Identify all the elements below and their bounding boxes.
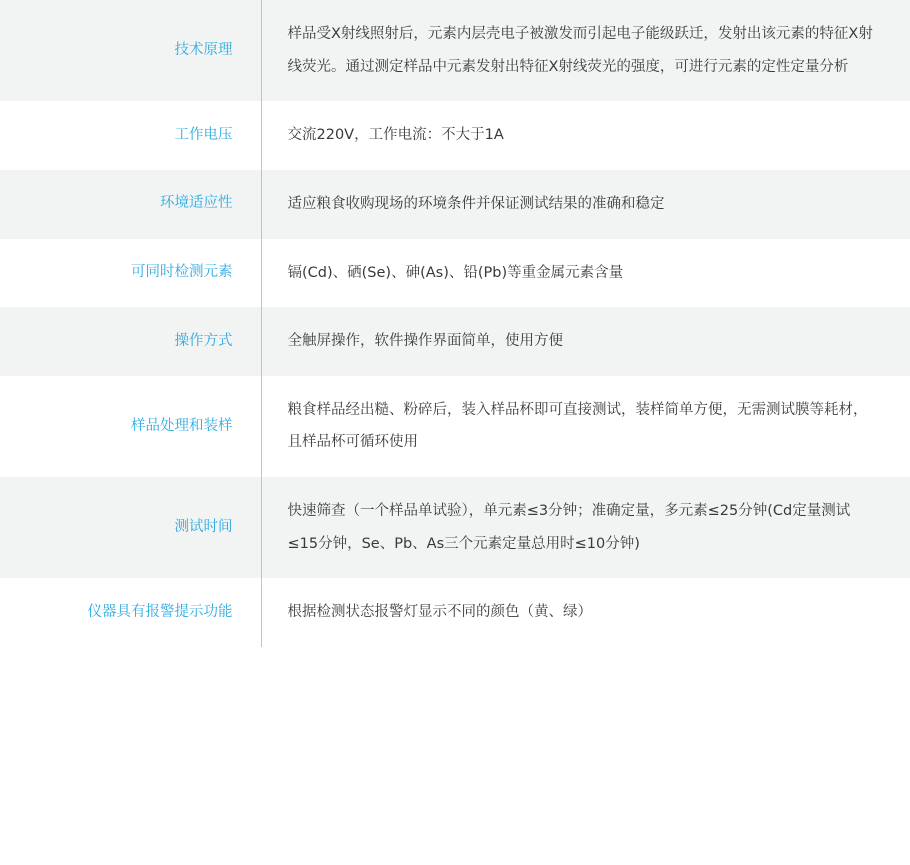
spec-value xyxy=(261,170,910,239)
spec-label: 工作电压 xyxy=(0,101,261,170)
table-row xyxy=(0,0,910,101)
spec-label: 测试时间 xyxy=(0,477,261,578)
table-row xyxy=(0,477,910,578)
table-row xyxy=(0,101,910,170)
spec-label: 环境适应性 xyxy=(0,170,261,239)
spec-value xyxy=(261,477,910,578)
spec-label: 操作方式 xyxy=(0,307,261,376)
spec-value xyxy=(261,376,910,477)
spec-value-text: 根据检测状态报警灯显示不同的颜色（黄、绿） xyxy=(287,604,592,621)
spec-value-text: 样品受X射线照射后，元素内层壳电子被激发而引起电子能级跃迁，发射出该元素的特征X射线荧光。通过测定样品中元素发射出特征X射线荧光的强度，可进行元素的定性定量分析 xyxy=(287,26,873,75)
spec-label: 仪器具有报警提示功能 xyxy=(0,578,261,647)
spec-value-text: 快速筛查（一个样品单试验），单元素≤3分钟；准确定量，多元素≤25分钟(Cd定量测试≤15分钟，Se、Pb、As三个元素定量总用时≤10分钟) xyxy=(287,503,851,552)
spec-value xyxy=(261,101,910,170)
spec-value xyxy=(261,307,910,376)
spec-label: 技术原理 xyxy=(0,0,261,101)
table-row xyxy=(0,170,910,239)
spec-value-text: 镉(Cd)、硒(Se)、砷(As)、铅(Pb)等重金属元素含量 xyxy=(287,264,624,281)
spec-value xyxy=(261,578,910,647)
spec-value xyxy=(261,239,910,308)
table-row xyxy=(0,376,910,477)
spec-value-text: 适应粮食收购现场的环境条件并保证测试结果的准确和稳定 xyxy=(287,195,665,212)
table-row xyxy=(0,239,910,308)
spec-label: 样品处理和装样 xyxy=(0,376,261,477)
table-row xyxy=(0,578,910,647)
spec-value-text: 粮食样品经出糙、粉碎后，装入样品杯即可直接测试，装样简单方便，无需测试膜等耗材，且样品杯可循环使用 xyxy=(287,401,868,451)
spec-value-text: 交流220V，工作电流：不大于1A xyxy=(287,127,504,144)
table-row xyxy=(0,307,910,376)
spec-value xyxy=(261,0,910,101)
spec-label: 可同时检测元素 xyxy=(0,239,261,308)
spec-value-text: 全触屏操作，软件操作界面简单，使用方便 xyxy=(287,333,563,350)
